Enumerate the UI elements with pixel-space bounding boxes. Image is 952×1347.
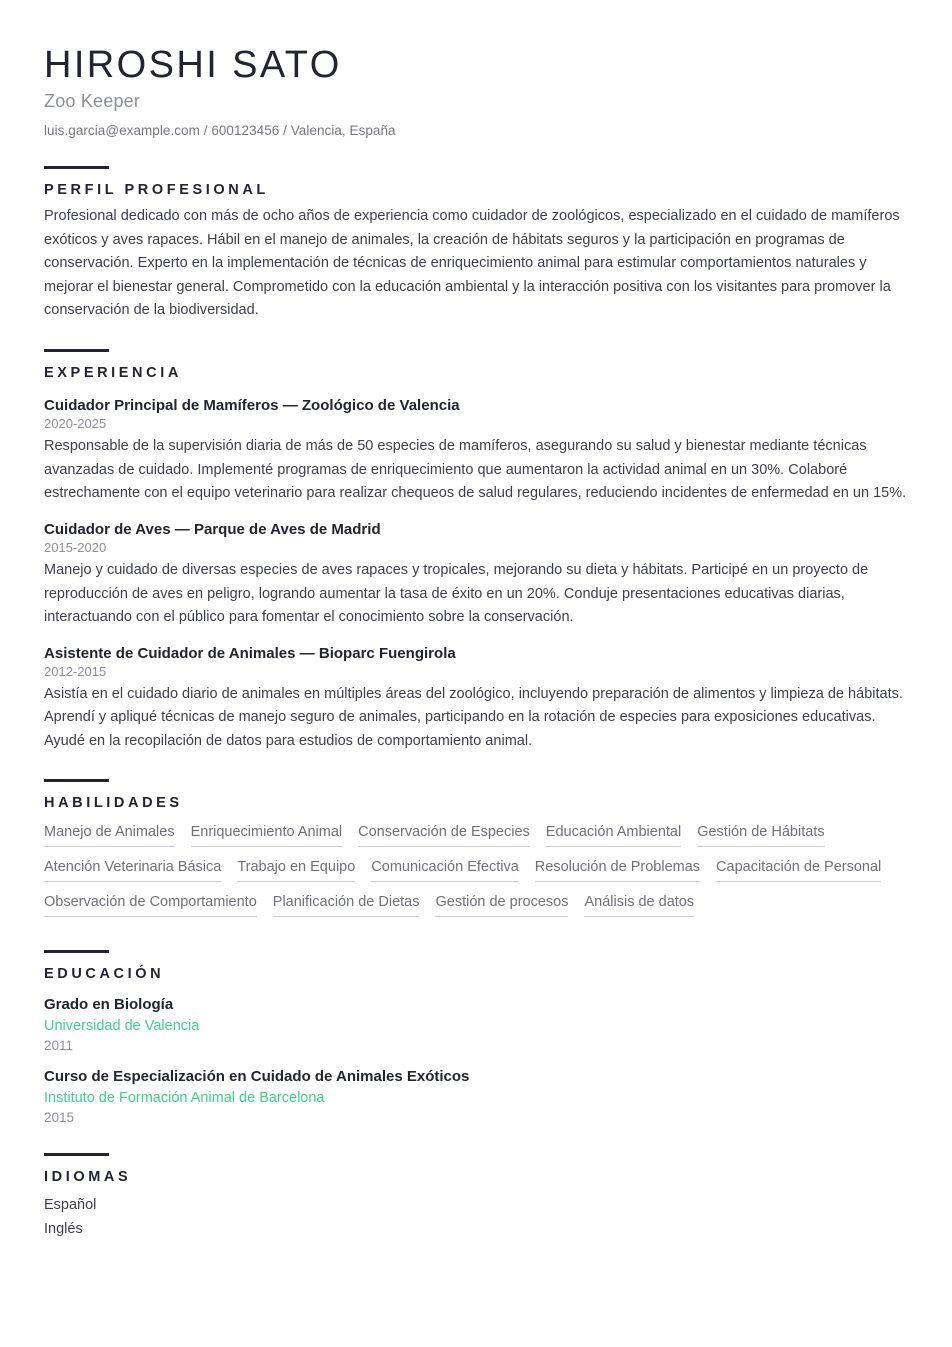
education-year: 2015 (44, 1110, 75, 1126)
skill-tag: Gestión de Hábitats (697, 819, 824, 847)
skill-tag: Observación de Comportamiento (44, 889, 257, 917)
section-title-languages: IDIOMAS (44, 1169, 132, 1186)
section-title-experience: EXPERIENCIA (44, 364, 182, 381)
education-degree: Curso de Especialización en Cuidado de Animales Exóticos (44, 1068, 470, 1086)
experience-item (44, 520, 908, 630)
education-item (44, 995, 908, 1055)
job-dates: 2015-2020 (44, 540, 107, 556)
job-title: Cuidador de Aves — Parque de Aves de Madrid (44, 520, 381, 538)
job-title: Asistente de Cuidador de Animales — Bioparc Fuengirola (44, 644, 456, 662)
skill-tag: Capacitación de Personal (716, 854, 881, 882)
section-title-skills: HABILIDADES (44, 795, 183, 812)
education-degree: Grado en Biología (44, 996, 174, 1014)
section-title-education: EDUCACIÓN (44, 965, 165, 982)
resume-header (44, 44, 908, 140)
job-description: Responsable de la supervisión diaria de más de 50 especies de mamíferos, asegurando su salud y bienestar mediante técnicas avanzadas de cuidado. Implementé programas de enriquecimiento que aumentaron la actividad animal en un 30%. Colaboré estrechamente con el equipo veterinario para realizar chequeos de salud regulares, reduciendo incidentes de enfermedad en un 15%. (44, 438, 907, 502)
skill-tag: Enriquecimiento Animal (191, 819, 343, 847)
job-description: Manejo y cuidado de diversas especies de aves rapaces y tropicales, mejorando su dieta y hábitats. Participé en un proyecto de reproducción de aves en peligro, logrando aumentar la tasa de éxito en un 20%. Conduje presentaciones educativas diarias, interactuando con el público para fomentar el conocimiento sobre la conservación. (44, 562, 869, 626)
skill-tag: Resolución de Problemas (535, 854, 700, 882)
skill-tag: Análisis de datos (584, 889, 694, 917)
skill-tag: Comunicación Efectiva (371, 854, 519, 882)
section-rule (44, 166, 109, 169)
section-education (44, 950, 908, 1127)
skill-tag: Planificación de Dietas (273, 889, 420, 917)
job-title: Cuidador Principal de Mamíferos — Zoológico de Valencia (44, 396, 460, 414)
languages-list (44, 1193, 908, 1242)
skill-tag: Conservación de Especies (358, 819, 530, 847)
language-item: Inglés (44, 1221, 83, 1238)
skill-tag: Educación Ambiental (546, 819, 681, 847)
section-languages (44, 1153, 908, 1241)
section-skills (44, 779, 908, 923)
skill-tag: Atención Veterinaria Básica (44, 854, 221, 882)
job-dates: 2020-2025 (44, 416, 107, 432)
education-year: 2011 (44, 1038, 74, 1054)
section-experience (44, 349, 908, 754)
section-rule (44, 950, 109, 953)
section-profile (44, 166, 908, 323)
candidate-name: HIROSHI SATO (44, 44, 342, 86)
candidate-role: Zoo Keeper (44, 90, 141, 111)
section-rule (44, 1153, 109, 1156)
skill-tag: Trabajo en Equipo (237, 854, 355, 882)
skill-tag: Gestión de procesos (435, 889, 568, 917)
language-item: Español (44, 1196, 97, 1213)
job-description: Asistía en el cuidado diario de animales en múltiples áreas del zoológico, incluyendo preparación de alimentos y limpieza de hábitats. Aprendí y apliqué técnicas de manejo seguro de animales, participando en la rotación de especies para exposiciones educativas. Ayudé en la recopilación de datos para estudios de comportamiento animal. (44, 685, 903, 749)
section-rule (44, 349, 109, 352)
education-school: Universidad de Valencia (44, 1017, 200, 1034)
job-dates: 2012-2015 (44, 664, 107, 680)
education-item (44, 1067, 908, 1127)
education-school: Instituto de Formación Animal de Barcelona (44, 1089, 325, 1106)
profile-text: Profesional dedicado con más de ocho años de experiencia como cuidador de zoológicos, especializado en el cuidado de mamíferos exóticos y aves rapaces. Hábil en el manejo de animales, la creación de hábitats seguros y la participación en programas de conservación. Experto en la implementación de técnicas de enriquecimiento animal para estimular comportamientos naturales y mejorar el bienestar general. Comprometido con la educación ambiental y la interacción positiva con los visitantes para promover la conservación de la biodiversidad. (44, 208, 900, 319)
contact-line: luis.garcia@example.com / 600123456 / Valencia, España (44, 123, 396, 139)
section-rule (44, 779, 109, 782)
section-title-profile: PERFIL PROFESIONAL (44, 181, 269, 198)
skills-list (44, 819, 908, 924)
skill-tag: Manejo de Animales (44, 819, 175, 847)
experience-item (44, 644, 908, 754)
experience-item (44, 396, 908, 506)
